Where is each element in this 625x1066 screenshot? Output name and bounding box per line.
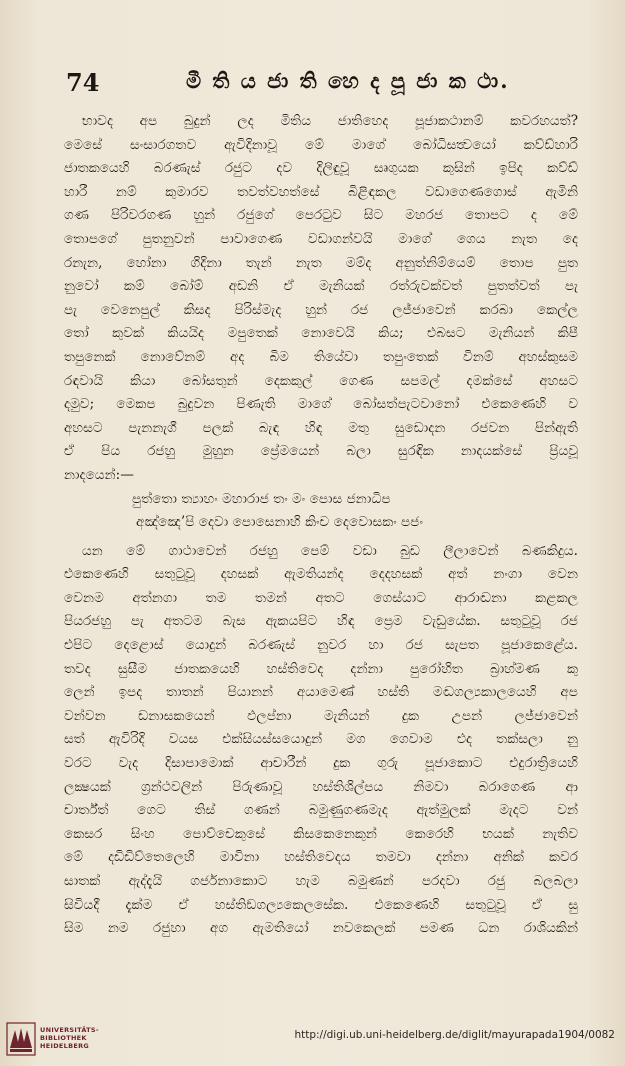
library-name-line: UNIVERSITÄTS- [40, 1026, 99, 1034]
text-line: දමුව; මෙකප බුදුවන පිණැති මාගේ බෝසත්පැටවානෝ එකෙණෙහි ව [64, 396, 578, 413]
text-line: තවද සුසීම ජාතකයෙහි හස්තිවෙද දන්නා පුරෝහිත බ්‍රාහ්මණ කු [64, 660, 578, 677]
text-line: නාදයෙන්:— [64, 466, 134, 483]
text-line: ඒ පිය රජහු මුහුන ප්‍රේමයෙන් බලා සුරඳික නාදයක්සේ ප්‍රියවූ [64, 443, 578, 460]
text-line: සිම නම රජුහා අග ඇමතියෝ නවකෙලක් පමණ ධන රාශියකින් [64, 920, 578, 937]
library-logo[interactable] [6, 1022, 102, 1058]
text-line: ජාතකයෙහි බරණැස් රජුට දව දිලිඳුවූ සෘගුයක කුසින් ඉපිද කව්ඩ් [64, 160, 578, 177]
verse-line: පුත්‍තො ත්‍යාහං මහාරාජ තං මං පොස ජනාධිප [132, 490, 391, 507]
text-line: සත් ඇවිරිදි වයස එක්සියස්සයොදුන් මග ගෙවාම එද තක්සලා නු [64, 731, 578, 748]
page-footer [0, 1010, 625, 1066]
text-line: තොපගේ පුතනුවන් පාවාගෙණ වඩාගන්වයි මාගේ ගෙය නැත දෙ [64, 230, 578, 247]
text-line: එපිට දෙළොස් යොදුන් බරණැස් නුවර හා රජ සැපත පූජාකෙළේය. [64, 637, 578, 654]
text-line: ලක්‍ෂයක් ග්‍රන්ථවලින් පිරුණාවූ හස්තිශිල්පය නිමවා බරාගෙණ ආ [64, 778, 578, 795]
page-header [66, 66, 566, 106]
text-line: ලෙන් ඉපද තාතන් පියානන් අයාමෙණ් හස්ති මඬගල්‍යකාලයෙහි අප [64, 684, 578, 701]
text-line: රඳවායි කියා බෝසතුන් දෙකකුල් ගෙණ සපමල් දමක්සේ අහසට [64, 372, 578, 389]
text-line: සාතක් ඇද්දැයි ගර්ජනාකොට හැම බමුණන් පරදවා රජු බලබලා [64, 873, 578, 889]
library-name [40, 1026, 99, 1050]
library-name-line: HEIDELBERG [40, 1042, 90, 1050]
text-line: මේ දඩිඩිව්තෙලෙහි මාවිනා හස්තිවෙදය තමවා දන්නා අනික් කවර [64, 849, 578, 866]
verse-line: අඤ්ඤෙ’පි දෙවා පොසෙනාහි කිංච දෙවොසකං පජං [136, 514, 423, 531]
text-line: පැ වෙනෙපුල් කිසද පිරිස්මැද හුන් රජ ලජ්ජාවෙන් කරබා කෙල්ල [64, 301, 578, 318]
text-line: අහසට පැනනැගී පලක් බැඳ හිඳ මතු සුඩොදන රජවන පින්ඇති [64, 419, 578, 436]
library-name-line: BIBLIOTHEK [40, 1034, 87, 1042]
body-text [64, 110, 578, 941]
text-line: නුවෝ කම් බෝම් අඩනි ඒ මැනියක් රත්රුවක්වත් පුතත්වත් පැ [64, 278, 578, 295]
running-title: මී ති ය ජා ති හෙ ද පූ ජා ක ථා. [186, 68, 510, 93]
text-line: වන්වන ඩනාසකයෙන් ඵලප්නා මැනියන් දුක උපන් ලජ්ජාවෙන් [64, 707, 578, 724]
text-line: භාවද අප බුදුන් ලද මිතිය ජාතිහෙද පූජාකථානම් කවරහයත්? [82, 113, 578, 129]
text-line: තෝ කුවක් කියයිද මපුතෙක් නොවෙයි කිය; එබසට මැනියන් කිපී [64, 325, 578, 342]
text-line: වරට වැද දිසාපාමොක් ආචාරීන් දුක ගුරු පූජාකොට එදුරාත්‍රියෙහි [64, 755, 578, 772]
text-line: ගණ පිරිවරගණ හුන් රජුගේ පෙරටුව සිට මහරජ තොපට ද මේ [64, 207, 578, 224]
text-line: එකෙණෙහි සතුටුවූ දහසක් ඇමතියන්ද දෙදහසක් අත් නංගා වෙන [64, 566, 578, 583]
verse-block [64, 488, 578, 535]
text-line: තපුනෙක් නොවේනම් අද බිම තියේවා තපුංතෙක් විනම් අහස්කුසම [64, 348, 578, 365]
paragraph-2 [64, 540, 578, 941]
text-line: යන මේ ගාථාවෙන් රජහු පෙම් වඩා බුඩ ලීලාවෙන් බණකිදුය. [82, 542, 578, 559]
text-line: චාර්ත්‍ත් ගෙට තිස් ගණන් බමුණුගණමැද ඇත්මුලක් මැදට වන් [64, 802, 578, 819]
text-line: කෙසර සිංහ පොව්චෙකුසේ කිසකෙනෙකුන් කෙරෙහි භයක් නැතිව [64, 825, 578, 842]
source-url-link[interactable]: http://digi.ub.uni-heidelberg.de/diglit/mayurapada1904/0082 [294, 1029, 615, 1041]
text-line: පියරජහු පැ අතටම බැස ඇකයපිට හිඳ ප්‍රෙම වැඩුයේක. සතුටුවූ රජ [64, 613, 578, 630]
text-line: සිවියදී දැක්ම ඒ හස්තිඞගල්‍යකෙලසේක. එකෙණෙහි සතුටුවූ ඒ සු [64, 896, 578, 913]
text-line: රනැන, හෝනා ගිදිනා තැන් නැත මම්ද අනුත්නිම්යෙම් තොප පුත [64, 254, 578, 271]
text-line: හාරී නම් කුමාරව තවත්වහත්සේ බිළිඳකල වඩාගෙණගොස් ඇමිනි [64, 183, 578, 200]
page-number: 74 [66, 68, 100, 97]
paragraph-1 [64, 110, 578, 488]
text-line: මෙසේ සංසාරගතව ඇවිදිනාවූ මේ මාගේ බෝධිසත්‍වයෝ කව්ඩ්හාරි [64, 136, 578, 153]
text-line: වෙනම අත්නගා තම තමන් අතට ගෙස්යාට ආරාඬනා කළකල [64, 589, 578, 606]
library-seal-icon [6, 1022, 36, 1056]
